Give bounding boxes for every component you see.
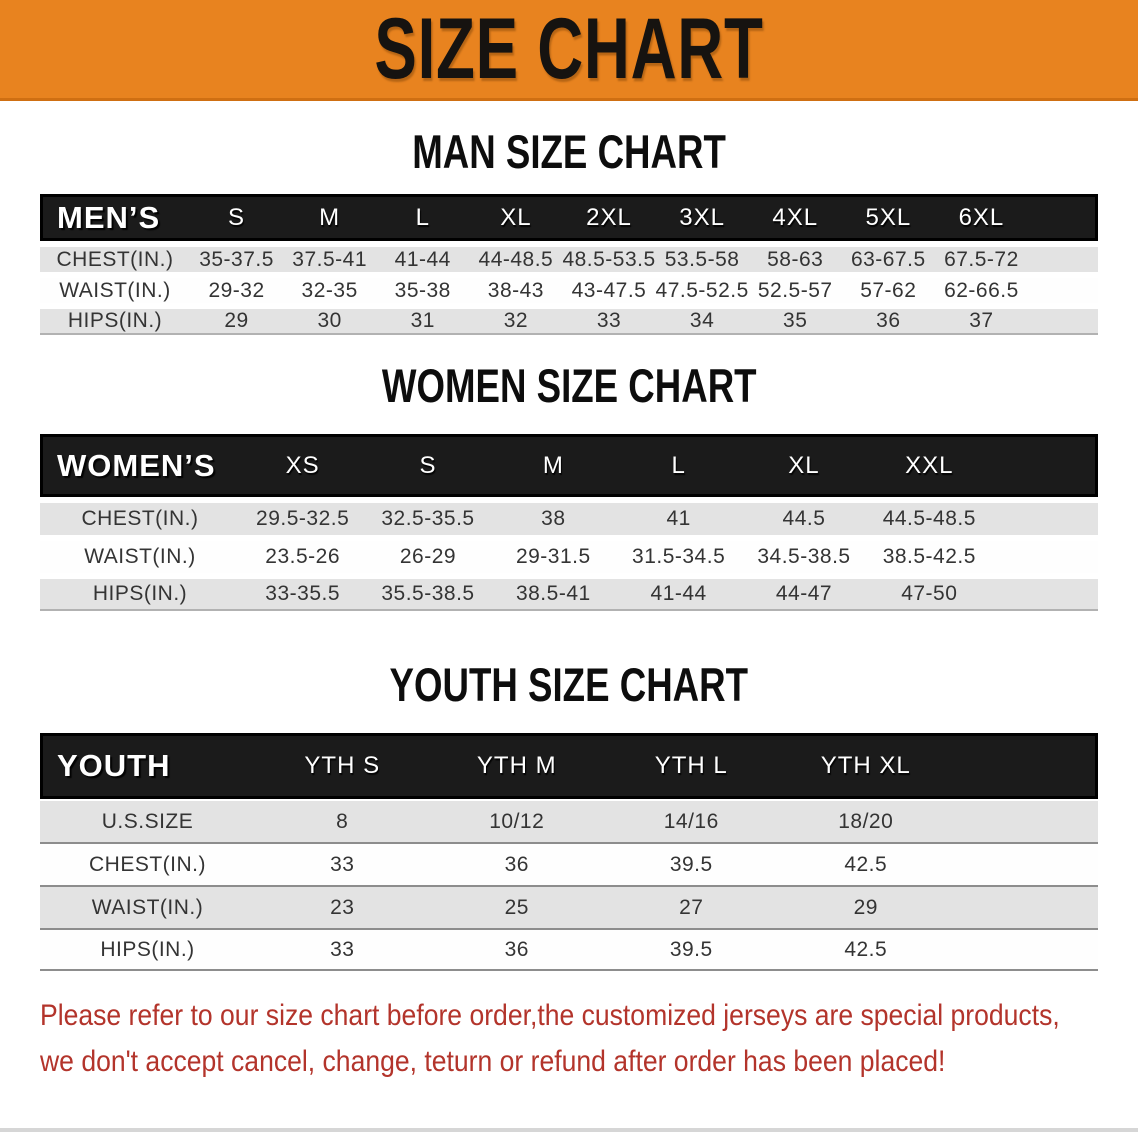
measurement-row: [40, 842, 1098, 885]
measurement-cell: 62-66.5: [935, 272, 1028, 303]
measurement-cell: 23.5-26: [240, 535, 365, 573]
measurement-cell: 34.5-38.5: [741, 535, 866, 573]
measurement-cell: 58-63: [749, 241, 842, 272]
row-label: HIPS(IN.): [40, 928, 255, 971]
measurement-cell: 34: [656, 303, 749, 335]
measurement-cell: 63-67.5: [842, 241, 935, 272]
table-body: [40, 799, 1098, 971]
row-label: CHEST(IN.): [40, 497, 240, 535]
women-size-section: [0, 335, 1138, 611]
measurement-cell: 29-31.5: [491, 535, 616, 573]
row-filler-cell: [992, 535, 1098, 573]
youth-table-wrap: [0, 733, 1138, 971]
measurement-cell: 44.5-48.5: [867, 497, 992, 535]
measurement-cell: 36: [430, 928, 605, 971]
measurement-row: [40, 885, 1098, 928]
measurement-cell: 38-43: [469, 272, 562, 303]
women-size-heading: [0, 335, 1138, 412]
size-column-header: 3XL: [656, 194, 749, 241]
size-column-header: XS: [240, 434, 365, 497]
header-row: [40, 194, 1098, 241]
measurement-cell: 47-50: [867, 573, 992, 611]
measurement-cell: 33: [255, 842, 430, 885]
table-body: [40, 241, 1098, 335]
table-header: [40, 434, 1098, 497]
row-label: WAIST(IN.): [40, 885, 255, 928]
size-column-header: XL: [741, 434, 866, 497]
size-column-header: 4XL: [749, 194, 842, 241]
measurement-cell: 37: [935, 303, 1028, 335]
measurement-cell: 43-47.5: [562, 272, 655, 303]
measurement-cell: 10/12: [430, 799, 605, 842]
measurement-row: [40, 272, 1098, 303]
row-label: WAIST(IN.): [40, 272, 190, 303]
table-group-label: WOMEN’S: [40, 434, 240, 497]
table-group-label: MEN’S: [40, 194, 190, 241]
row-filler-cell: [1028, 272, 1098, 303]
measurement-row: [40, 241, 1098, 272]
banner: [0, 0, 1138, 101]
measurement-cell: 42.5: [779, 842, 954, 885]
men-size-table: [40, 194, 1098, 335]
men-size-section: [0, 101, 1138, 335]
measurement-cell: 27: [604, 885, 779, 928]
measurement-cell: 29: [190, 303, 283, 335]
measurement-cell: 52.5-57: [749, 272, 842, 303]
measurement-row: [40, 303, 1098, 335]
measurement-cell: 44-47: [741, 573, 866, 611]
row-label: CHEST(IN.): [40, 241, 190, 272]
row-filler-cell: [1028, 241, 1098, 272]
measurement-cell: 39.5: [604, 842, 779, 885]
measurement-cell: 38.5-42.5: [867, 535, 992, 573]
measurement-cell: 48.5-53.5: [562, 241, 655, 272]
measurement-cell: 57-62: [842, 272, 935, 303]
size-column-header: XL: [469, 194, 562, 241]
measurement-cell: 29-32: [190, 272, 283, 303]
measurement-row: [40, 497, 1098, 535]
order-policy-line-2: we don't accept cancel, change, teturn or refund after order has been placed!: [40, 1045, 946, 1078]
size-column-header: S: [190, 194, 283, 241]
measurement-cell: 33: [255, 928, 430, 971]
row-filler-cell: [953, 885, 1098, 928]
measurement-row: [40, 535, 1098, 573]
size-column-header: L: [376, 194, 469, 241]
size-column-header: M: [283, 194, 376, 241]
row-filler-cell: [953, 842, 1098, 885]
measurement-cell: 35.5-38.5: [365, 573, 490, 611]
size-column-header: S: [365, 434, 490, 497]
order-policy-line-1: Please refer to our size chart before order,the customized jerseys are special products,: [40, 999, 1060, 1032]
measurement-cell: 26-29: [365, 535, 490, 573]
measurement-cell: 31: [376, 303, 469, 335]
size-column-header: 6XL: [935, 194, 1028, 241]
measurement-cell: 32.5-35.5: [365, 497, 490, 535]
women-table-wrap: [0, 434, 1138, 611]
measurement-cell: 53.5-58: [656, 241, 749, 272]
measurement-cell: 25: [430, 885, 605, 928]
measurement-cell: 39.5: [604, 928, 779, 971]
size-column-header: YTH XL: [779, 733, 954, 799]
row-label: HIPS(IN.): [40, 573, 240, 611]
size-column-header: YTH L: [604, 733, 779, 799]
row-filler-cell: [953, 799, 1098, 842]
header-row: [40, 733, 1098, 799]
size-column-header: YTH S: [255, 733, 430, 799]
measurement-cell: 41: [616, 497, 741, 535]
measurement-cell: 44.5: [741, 497, 866, 535]
image-bottom-edge: [0, 1128, 1138, 1132]
women-size-heading-text: WOMEN SIZE CHART: [381, 359, 757, 412]
header-filler-cell: [1028, 194, 1098, 241]
measurement-cell: 35-37.5: [190, 241, 283, 272]
measurement-cell: 30: [283, 303, 376, 335]
measurement-cell: 47.5-52.5: [656, 272, 749, 303]
row-label: CHEST(IN.): [40, 842, 255, 885]
row-filler-cell: [1028, 303, 1098, 335]
measurement-row: [40, 573, 1098, 611]
men-size-heading: [0, 101, 1138, 178]
youth-size-heading: [0, 611, 1138, 711]
youth-size-table: [40, 733, 1098, 971]
measurement-cell: 36: [842, 303, 935, 335]
row-filler-cell: [953, 928, 1098, 971]
youth-size-section: [0, 611, 1138, 971]
size-column-header: L: [616, 434, 741, 497]
header-filler-cell: [992, 434, 1098, 497]
measurement-cell: 44-48.5: [469, 241, 562, 272]
measurement-cell: 33: [562, 303, 655, 335]
size-column-header: 2XL: [562, 194, 655, 241]
measurement-cell: 14/16: [604, 799, 779, 842]
size-column-header: YTH M: [430, 733, 605, 799]
measurement-cell: 31.5-34.5: [616, 535, 741, 573]
measurement-cell: 42.5: [779, 928, 954, 971]
table-header: [40, 733, 1098, 799]
row-label: HIPS(IN.): [40, 303, 190, 335]
measurement-cell: 38.5-41: [491, 573, 616, 611]
measurement-cell: 35-38: [376, 272, 469, 303]
header-row: [40, 434, 1098, 497]
measurement-cell: 29: [779, 885, 954, 928]
table-body: [40, 497, 1098, 611]
measurement-cell: 37.5-41: [283, 241, 376, 272]
men-size-heading-text: MAN SIZE CHART: [412, 125, 726, 178]
measurement-cell: 32-35: [283, 272, 376, 303]
measurement-row: [40, 928, 1098, 971]
measurement-cell: 8: [255, 799, 430, 842]
measurement-cell: 41-44: [376, 241, 469, 272]
row-filler-cell: [992, 497, 1098, 535]
table-header: [40, 194, 1098, 241]
measurement-cell: 35: [749, 303, 842, 335]
measurement-cell: 38: [491, 497, 616, 535]
measurement-cell: 23: [255, 885, 430, 928]
women-size-table: [40, 434, 1098, 611]
row-filler-cell: [992, 573, 1098, 611]
measurement-cell: 36: [430, 842, 605, 885]
measurement-cell: 41-44: [616, 573, 741, 611]
table-group-label: YOUTH: [40, 733, 255, 799]
size-column-header: XXL: [867, 434, 992, 497]
row-label: U.S.SIZE: [40, 799, 255, 842]
measurement-cell: 18/20: [779, 799, 954, 842]
measurement-cell: 32: [469, 303, 562, 335]
measurement-cell: 33-35.5: [240, 573, 365, 611]
men-table-wrap: [0, 194, 1138, 335]
measurement-row: [40, 799, 1098, 842]
youth-size-heading-text: YOUTH SIZE CHART: [389, 658, 749, 711]
size-column-header: M: [491, 434, 616, 497]
banner-title: SIZE CHART: [374, 1, 764, 97]
row-label: WAIST(IN.): [40, 535, 240, 573]
size-column-header: 5XL: [842, 194, 935, 241]
measurement-cell: 67.5-72: [935, 241, 1028, 272]
header-filler-cell: [953, 733, 1098, 799]
order-policy-note: [0, 971, 1138, 1085]
measurement-cell: 29.5-32.5: [240, 497, 365, 535]
